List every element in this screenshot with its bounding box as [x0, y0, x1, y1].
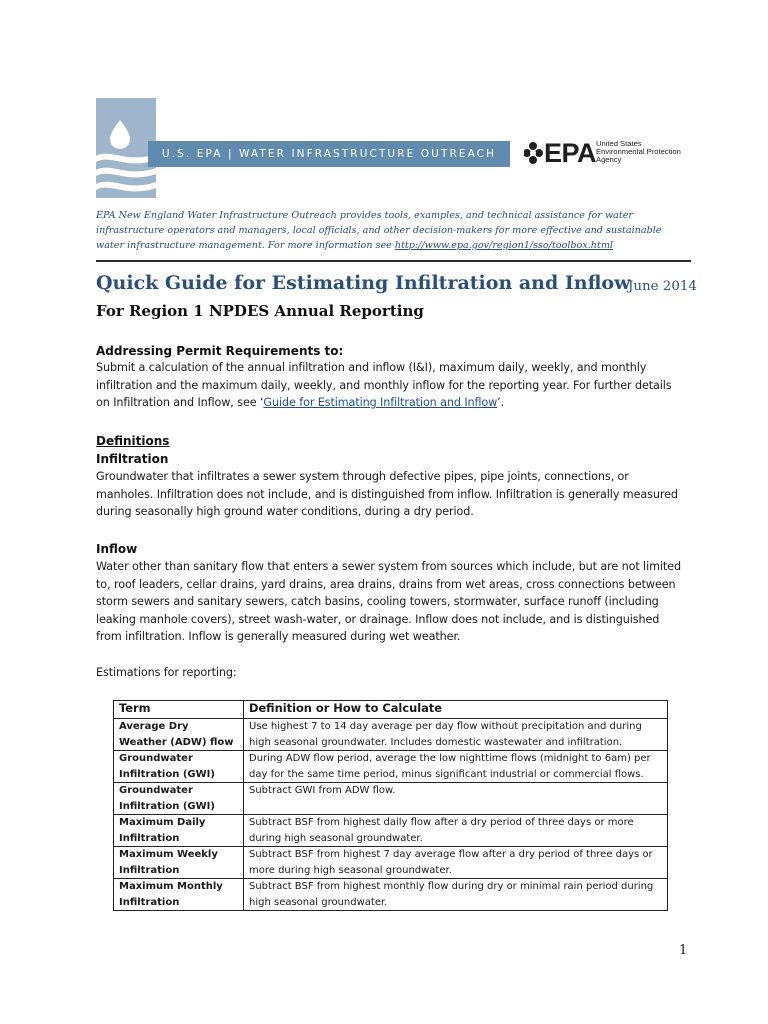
term-cell: Maximum Daily Infiltration	[114, 815, 244, 847]
intro-text: EPA New England Water Infrastructure Outreach provides tools, examples, and technical assistance for water infrastructure operators and managers, local officials, and other decision-makers for more effective and sustainable water infrastructure management. For more information see	[96, 210, 662, 251]
inflow-definition: Water other than sanitary flow that enters a sewer system from sources which include, but are not limited to, roof leaders, cellar drains, yard drains, area drains, drains from wet areas, cross connections between storm sewers and sanitary sewers, catch basins, cooling towers, stormwater, surface runoff (including leaking manhole covers), street wash-water, or drainage. Inflow does not include, and is distinguished from infiltration. Inflow is generally measured during wet weather.	[96, 560, 681, 643]
estimations-label: Estimations for reporting:	[96, 666, 237, 679]
definition-cell: Subtract GWI from ADW flow.	[244, 783, 668, 815]
table-row	[114, 847, 668, 879]
permit-text-end: ’.	[497, 396, 505, 409]
column-header: Term	[114, 701, 244, 719]
permit-paragraph	[96, 359, 688, 412]
term-cell: Maximum Weekly Infiltration	[114, 847, 244, 879]
infiltration-definition: Groundwater that infiltrates a sewer system through defective pipes, pipe joints, connections, or manholes. Infiltration does not include, and is distinguished from inflow. Infiltration is generally measured during seasonally high ground water conditions, during a dry period.	[96, 470, 678, 518]
definition-cell: During ADW flow period, average the low nighttime flows (midnight to 6am) per day for the same time period, minus significant industrial or commercial flows.	[244, 751, 668, 783]
table-header-row	[114, 701, 668, 719]
banner-title: U.S. EPA | WATER INFRASTRUCTURE OUTREACH	[161, 148, 497, 160]
definitions-heading: Definitions	[96, 434, 170, 448]
page-subtitle: For Region 1 NPDES Annual Reporting	[96, 302, 424, 320]
term-cell: Groundwater Infiltration (GWI)	[114, 783, 244, 815]
table-row	[114, 783, 668, 815]
permit-heading: Addressing Permit Requirements to:	[96, 344, 344, 358]
water-drop-icon	[96, 98, 156, 198]
definition-cell: Subtract BSF from highest monthly flow during dry or minimal rain period during high seasonal groundwater.	[244, 879, 668, 911]
publication-date: June 2014	[628, 279, 697, 294]
definition-cell: Subtract BSF from highest 7 day average flow after a dry period of three days or more during high seasonal groundwater.	[244, 847, 668, 879]
table-row	[114, 719, 668, 751]
table-row	[114, 815, 668, 847]
header-divider	[96, 260, 691, 262]
table-row	[114, 879, 668, 911]
epa-wordmark: EPA	[544, 138, 597, 168]
definition-cell: Use highest 7 to 14 day average per day flow without precipitation and during high seasonal groundwater. Includes domestic wastewater and infiltration.	[244, 719, 668, 751]
table-row	[114, 751, 668, 783]
header-banner	[96, 98, 690, 198]
page-number: 1	[679, 943, 688, 958]
estimations-table	[113, 700, 668, 911]
definition-cell: Subtract BSF from highest daily flow after a dry period of three days or more during high seasonal groundwater.	[244, 815, 668, 847]
inflow-heading: Inflow	[96, 542, 138, 556]
term-cell: Groundwater Infiltration (GWI)	[114, 751, 244, 783]
agency-line: United States	[596, 139, 642, 148]
agency-name	[596, 140, 696, 165]
term-cell: Average Dry Weather (ADW) flow	[114, 719, 244, 751]
intro-paragraph	[96, 208, 686, 253]
agency-line: Agency	[596, 155, 622, 165]
term-cell: Maximum Monthly Infiltration	[114, 879, 244, 911]
guide-link[interactable]: Guide for Estimating Infiltration and Inflow	[263, 396, 498, 409]
infiltration-heading: Infiltration	[96, 452, 169, 466]
agency-line: Environmental Protection	[596, 147, 681, 157]
page-title: Quick Guide for Estimating Infiltration and Inflow	[96, 272, 631, 294]
permit-text: Submit a calculation of the annual infiltration and inflow (I&I), maximum daily, weekly, and monthly infiltration and the maximum daily, weekly, and monthly inflow for the reporting year. For further details on Infiltration and Inflow, see ‘	[96, 361, 672, 409]
column-header: Definition or How to Calculate	[244, 701, 668, 719]
toolbox-link[interactable]: http://www.epa.gov/region1/sso/toolbox.html	[394, 240, 613, 251]
